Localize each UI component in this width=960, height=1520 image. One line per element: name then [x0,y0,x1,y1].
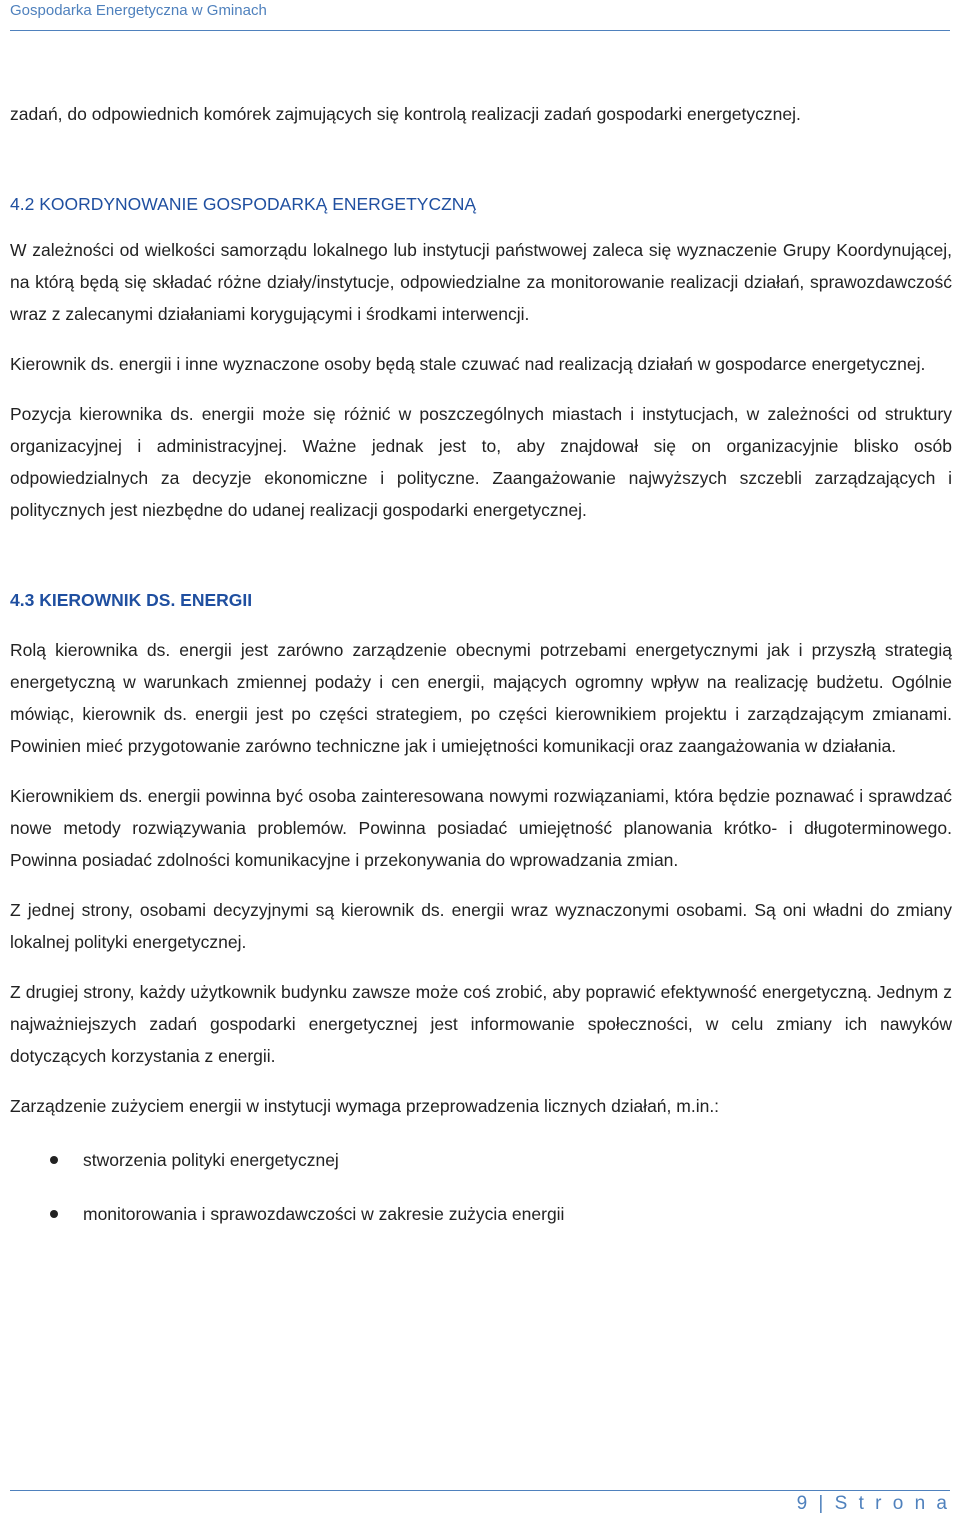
list-item-text: stworzenia polityki energetycznej [83,1150,339,1170]
header-title: Gospodarka Energetyczna w Gminach [10,2,267,19]
section-heading-4-2: 4.2 KOORDYNOWANIE GOSPODARKĄ ENERGETYCZNĄ [10,194,477,214]
bullet-icon [50,1210,58,1218]
paragraph: Pozycja kierownika ds. energii może się różnić w poszczególnych miastach i instytucjach, w zależności od struktury organizacyjnej i administracyjnej. Ważne jednak jest to, aby znajdował się on organizacyjnie blisko osób odpowiedzialnych za decyzje ekonomiczne i polityczne. Zaangażowanie najwyższych szczebli zarządzających i politycznych jest niezbędne do udanej realizacji gospodarki energetycznej. [10,404,952,520]
section-heading-4-3: 4.3 KIEROWNIK DS. ENERGII [10,590,253,610]
page-header [10,0,950,31]
page-number: 9 | S t r o n a [796,1493,950,1514]
page-footer-rule [10,1490,950,1491]
paragraph: Zarządzenie zużyciem energii w instytucji wymaga przeprowadzenia licznych działań, m.in.: [10,1096,720,1116]
paragraph: Z jednej strony, osobami decyzyjnymi są kierownik ds. energii wraz wyznaczonymi osobami. Są oni władni do zmiany lokalnej polityki energetycznej. [10,900,952,952]
paragraph: zadań, do odpowiednich komórek zajmujących się kontrolą realizacji zadań gospodarki energetycznej. [10,104,801,124]
list-item-text: monitorowania i sprawozdawczości w zakresie zużycia energii [83,1204,565,1224]
document-body [10,98,952,1252]
paragraph: Kierownikiem ds. energii powinna być osoba zainteresowana nowymi rozwiązaniami, która będzie poznawać i sprawdzać nowe metody rozwiązywania problemów. Powinna posiadać umiejętność planowania krótko- i długoterminowego. Powinna posiadać zdolności komunikacyjne i przekonywania do wprowadzania zmian. [10,786,952,870]
list-item [10,1144,952,1176]
paragraph: Z drugiej strony, każdy użytkownik budynku zawsze może coś zrobić, aby poprawić efektywność energetyczną. Jednym z najważniejszych zadań gospodarki energetycznej jest informowanie społeczności, w celu zmiany ich nawyków dotyczących korzystania z energii. [10,982,952,1066]
paragraph: Rolą kierownika ds. energii jest zarówno zarządzenie obecnymi potrzebami energetycznymi jak i przyszłą strategią energetyczną w warunkach zmiennej podaży i cen energii, mających ogromny wpływ na realizację budżetu. Ogólnie mówiąc, kierownik ds. energii jest po części strategiem, po części kierownikiem projektu i zarządzającym zmianami. Powinien mieć przygotowanie zarówno techniczne jak i umiejętności komunikacji oraz zaangażowania w działania. [10,640,952,756]
list-item [10,1198,952,1230]
paragraph: W zależności od wielkości samorządu lokalnego lub instytucji państwowej zaleca się wyznaczenie Grupy Koordynującej, na którą będą się składać różne działy/instytucje, odpowiedzialne za monitorowanie realizacji działań, sprawozdawczość wraz z zalecanymi działaniami korygującymi i środkami interwencji. [10,240,952,324]
paragraph: Kierownik ds. energii i inne wyznaczone osoby będą stale czuwać nad realizacją działań w gospodarce energetycznej. [10,354,926,374]
bullet-list [10,1144,952,1230]
bullet-icon [50,1156,58,1164]
